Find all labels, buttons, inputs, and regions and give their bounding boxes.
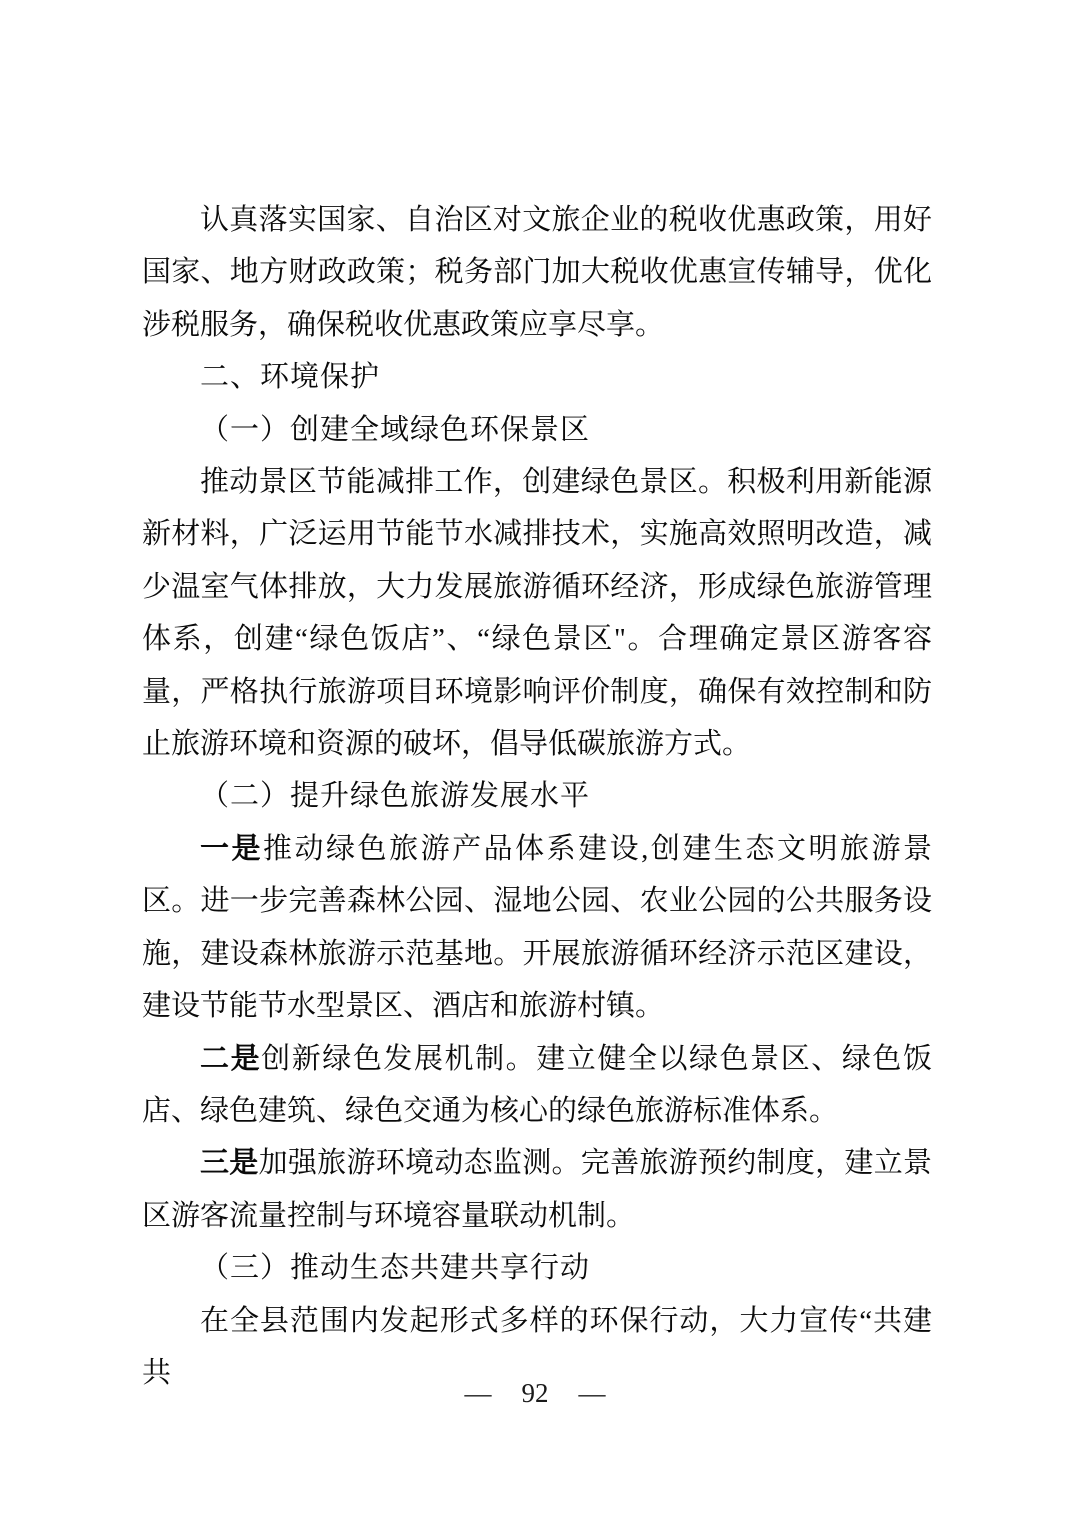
footer-right-dash: — [578, 1378, 606, 1408]
page-footer [0, 1374, 1070, 1412]
item-1-text: 推动绿色旅游产品体系建设,创建生态文明旅游景区。进一步完善森林公园、湿地公园、农业公园的公共服务设施，建设森林旅游示范基地。开展旅游循环经济示范区建设，建设节能节水型景区、酒店和旅游村镇。 [142, 832, 932, 1023]
heading-sub-green-tourism-level: （二）提升绿色旅游发展水平 [200, 780, 591, 813]
paragraph-tax-policy: 认真落实国家、自治区对文旅企业的税收优惠政策，用好国家、地方财政政策；税务部门加大税收优惠宣传辅导，优化涉税服务，确保税收优惠政策应享尽享。 [142, 204, 932, 341]
item-2-text: 创新绿色发展机制。建立健全以绿色景区、绿色饭店、绿色建筑、绿色交通为核心的绿色旅游标准体系。 [142, 1042, 932, 1127]
heading-section-environment-protection: 二、环境保护 [200, 361, 381, 394]
footer-left-dash: — [464, 1378, 492, 1408]
paragraph-item-1 [142, 823, 932, 1033]
item-3-text: 加强旅游环境动态监测。完善旅游预约制度，建立景区游客流量控制与环境容量联动机制。 [142, 1147, 932, 1232]
page-number: 92 [521, 1378, 549, 1408]
paragraph-item-2 [142, 1033, 932, 1138]
item-3-lead: 三是 [200, 1147, 259, 1180]
paragraph-item-3 [142, 1137, 932, 1242]
paragraph-energy-saving: 推动景区节能减排工作，创建绿色景区。积极利用新能源新材料，广泛运用节能节水减排技术，实施高效照明改造，减少温室气体排放，大力发展旅游循环经济，形成绿色旅游管理体系，创建“绿色饭店”、“绿色景区"。合理确定景区游客容量，严格执行旅游项目环境影响评价制度，确保有效控制和防止旅游环境和资源的破坏，倡导低碳旅游方式。 [142, 466, 932, 761]
item-2-lead: 二是 [200, 1042, 262, 1075]
paragraph-county-action: 在全县范围内发起形式多样的环保行动，大力宣传“共建共 [142, 1304, 932, 1389]
heading-sub-eco-co-build-action: （三）推动生态共建共享行动 [200, 1252, 591, 1285]
heading-sub-green-scenic-area: （一）创建全域绿色环保景区 [200, 413, 591, 446]
item-1-lead: 一是 [200, 832, 264, 865]
document-text-area [142, 194, 932, 1399]
